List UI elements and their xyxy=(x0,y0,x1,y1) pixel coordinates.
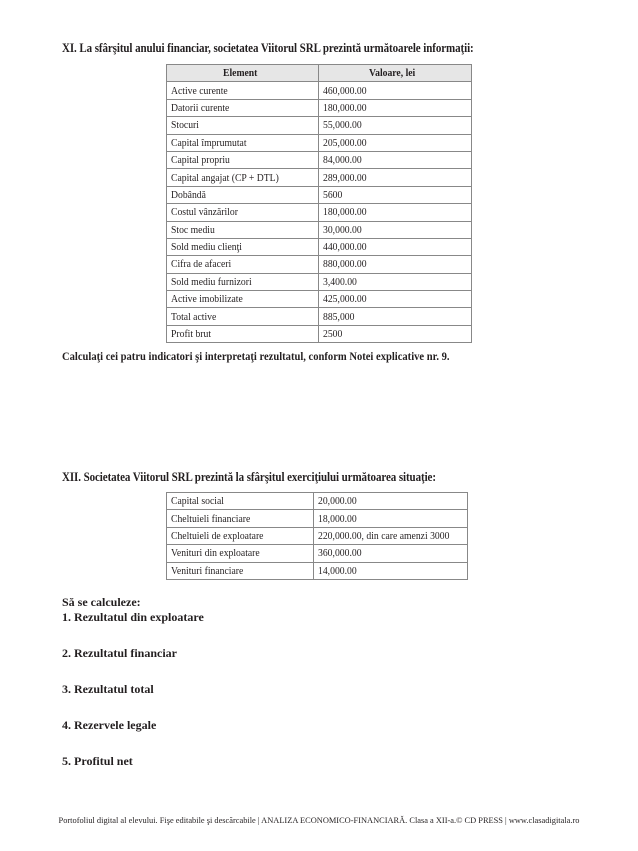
section-11-title-text: XI. La sfârşitul anului financiar, societatea Viitorul SRL prezintă următoarele informaţii: xyxy=(62,41,474,55)
element-cell: Capital propriu xyxy=(167,151,319,168)
table-row xyxy=(167,325,472,342)
value-cell: 84,000.00 xyxy=(318,151,471,168)
value-cell: 55,000.00 xyxy=(318,117,471,134)
value-cell: 205,000.00 xyxy=(318,134,471,151)
situation-table xyxy=(166,492,468,580)
table-row xyxy=(167,510,468,527)
element-cell: Capital angajat (CP + DTL) xyxy=(167,169,319,186)
value-cell: 289,000.00 xyxy=(318,169,471,186)
value-cell: 14,000.00 xyxy=(313,562,467,579)
section-11-title xyxy=(62,41,530,56)
table-row xyxy=(167,82,472,99)
footer-text: Portofoliul digital al elevului. Fişe editabile şi descărcabile | ANALIZA ECONOMICO-FINANCIARĂ. Clasa a XII-a.© CD PRESS | www.clasadigitala.ro xyxy=(58,816,580,825)
table-row xyxy=(167,562,468,579)
value-cell: 440,000.00 xyxy=(318,238,471,255)
section-12-title xyxy=(62,470,487,485)
column-header-element: Element xyxy=(167,65,319,82)
value-cell: 20,000.00 xyxy=(313,493,467,510)
value-cell: 2500 xyxy=(318,325,471,342)
element-cell: Capital social xyxy=(167,493,314,510)
element-cell: Costul vânzărilor xyxy=(167,204,319,221)
element-cell: Active imobilizate xyxy=(167,291,319,308)
table-row xyxy=(167,545,468,562)
table-row xyxy=(167,204,472,221)
value-cell: 3,400.00 xyxy=(318,273,471,290)
element-cell: Stocuri xyxy=(167,117,319,134)
element-cell: Dobândă xyxy=(167,186,319,203)
value-cell: 180,000.00 xyxy=(318,99,471,116)
table-row xyxy=(167,308,472,325)
element-cell: Sold mediu furnizori xyxy=(167,273,319,290)
element-cell: Venituri financiare xyxy=(167,562,314,579)
financial-info-table xyxy=(166,64,472,343)
element-cell: Cheltuieli financiare xyxy=(167,510,314,527)
table-row xyxy=(167,134,472,151)
task-item: 5. Profitul net xyxy=(62,754,133,768)
value-cell: 30,000.00 xyxy=(318,221,471,238)
element-cell: Datorii curente xyxy=(167,99,319,116)
element-cell: Cifra de afaceri xyxy=(167,256,319,273)
table-header-row xyxy=(167,65,472,82)
task-item: 4. Rezervele legale xyxy=(62,718,157,732)
section-12-title-text: XII. Societatea Viitorul SRL prezintă la sfârşitul exerciţiului următoarea situaţie: xyxy=(62,470,436,484)
task-item: 2. Rezultatul financiar xyxy=(62,646,177,660)
column-header-value: Valoare, lei xyxy=(318,65,471,82)
page-footer xyxy=(0,816,638,825)
element-cell: Profit brut xyxy=(167,325,319,342)
element-cell: Cheltuieli de exploatare xyxy=(167,527,314,544)
element-cell: Stoc mediu xyxy=(167,221,319,238)
section-11-instruction: Calculaţi cei patru indicatori şi interpretaţi rezultatul, conform Notei explicative nr. 9. xyxy=(62,349,450,363)
table-row xyxy=(167,221,472,238)
task-item: 3. Rezultatul total xyxy=(62,682,154,696)
table-row xyxy=(167,169,472,186)
table-row xyxy=(167,99,472,116)
table-row xyxy=(167,291,472,308)
task-item: 1. Rezultatul din exploatare xyxy=(62,610,204,624)
element-cell: Total active xyxy=(167,308,319,325)
element-cell: Active curente xyxy=(167,82,319,99)
value-cell: 5600 xyxy=(318,186,471,203)
value-cell: 220,000.00, din care amenzi 3000 xyxy=(313,527,467,544)
element-cell: Capital împrumutat xyxy=(167,134,319,151)
value-cell: 425,000.00 xyxy=(318,291,471,308)
table-row xyxy=(167,527,468,544)
calc-heading: Să se calculeze: xyxy=(62,595,141,609)
element-cell: Venituri din exploatare xyxy=(167,545,314,562)
table-row xyxy=(167,493,468,510)
table-row xyxy=(167,273,472,290)
value-cell: 880,000.00 xyxy=(318,256,471,273)
value-cell: 360,000.00 xyxy=(313,545,467,562)
value-cell: 885,000 xyxy=(318,308,471,325)
value-cell: 18,000.00 xyxy=(313,510,467,527)
table-row xyxy=(167,151,472,168)
value-cell: 460,000.00 xyxy=(318,82,471,99)
table-row xyxy=(167,186,472,203)
value-cell: 180,000.00 xyxy=(318,204,471,221)
element-cell: Sold mediu clienţi xyxy=(167,238,319,255)
table-row xyxy=(167,238,472,255)
table-row xyxy=(167,117,472,134)
table-row xyxy=(167,256,472,273)
